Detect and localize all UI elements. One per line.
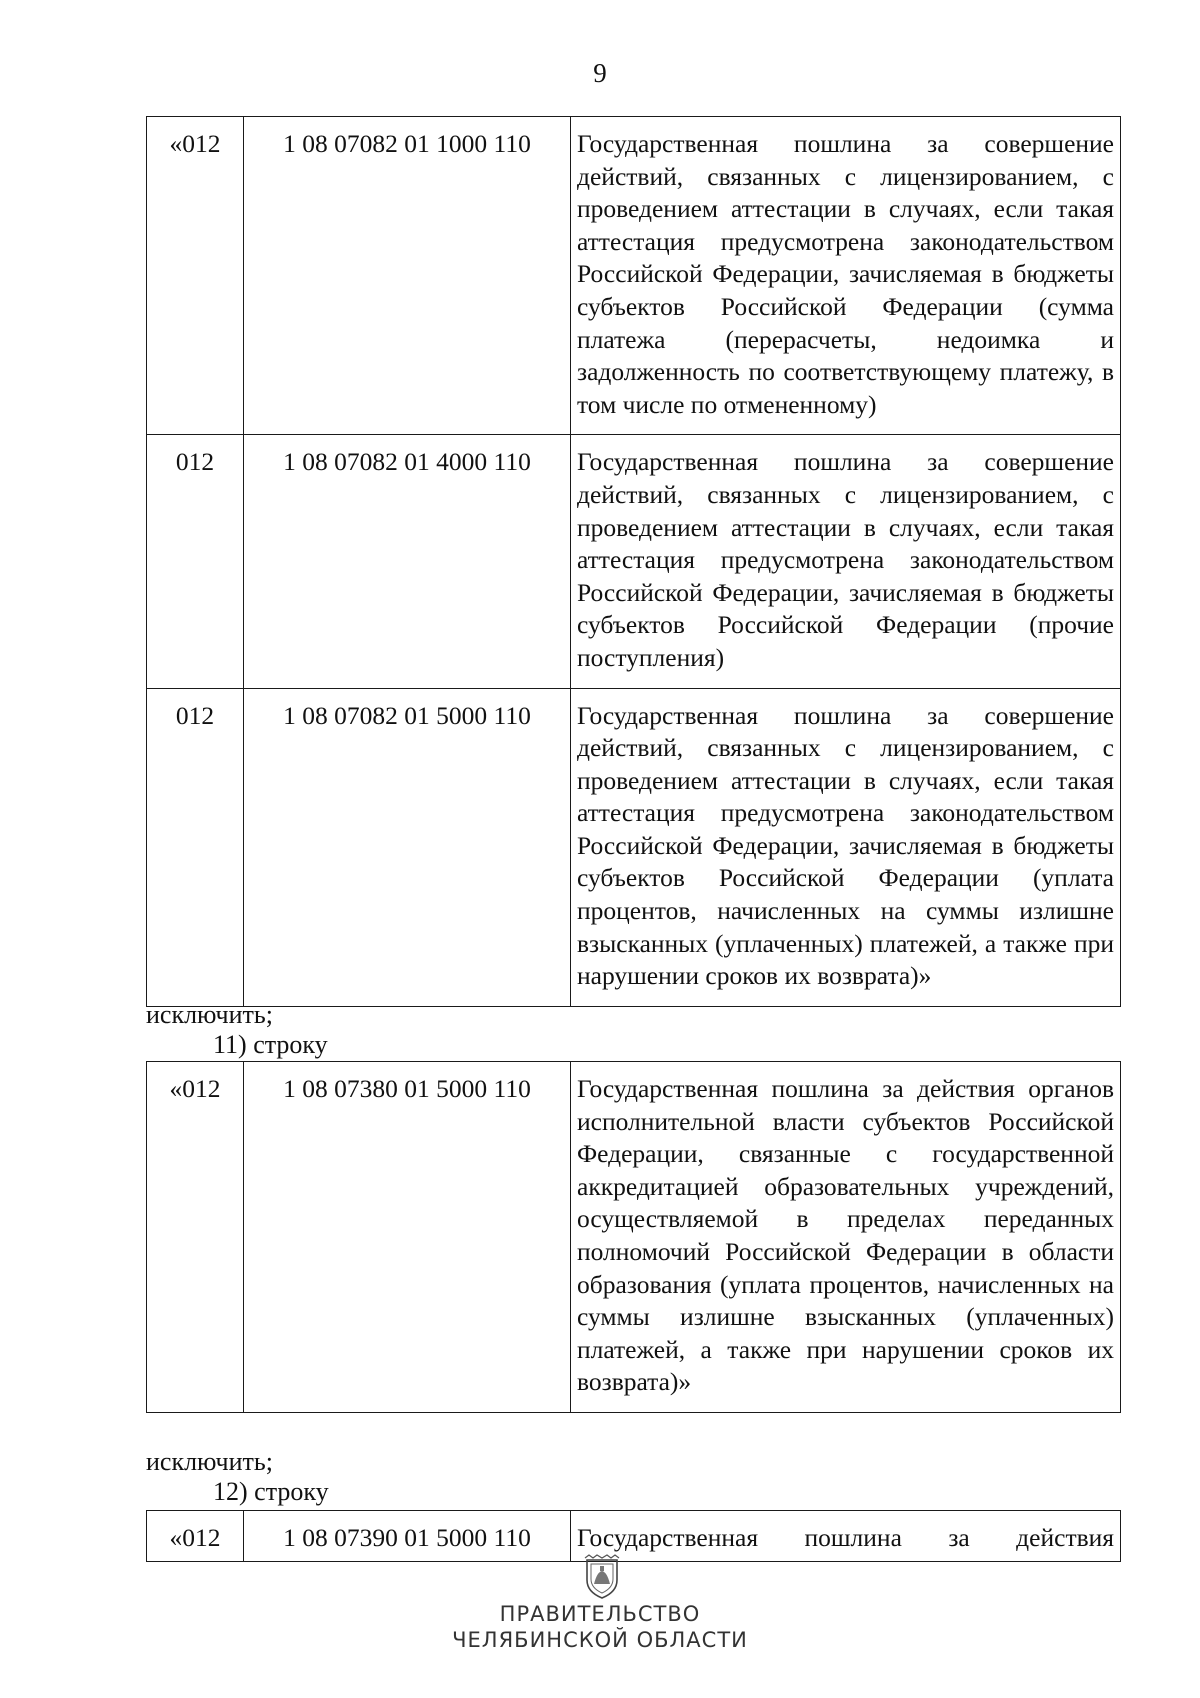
admin-code-cell: 012 (147, 435, 244, 688)
codes-table-1 (146, 116, 1121, 1007)
exclude-instruction: исключить; (146, 1000, 273, 1029)
table-row (147, 435, 1121, 688)
table-row (147, 1062, 1121, 1413)
admin-code-cell: «012 (147, 1511, 244, 1562)
codes-table-3 (146, 1510, 1121, 1562)
admin-code-cell: 012 (147, 688, 244, 1006)
description-cell: Государственная пошлина за действия (571, 1511, 1121, 1562)
table-row (147, 688, 1121, 1006)
description-cell: Государственная пошлина за совершение действий, связанных с лицензированием, с проведением аттестации в случаях, если такая аттестация предусмотрена законодательством Российской Федерации, зачисляемая в бюджеты субъектов Российской Федерации (прочие поступления) (571, 435, 1121, 688)
kbk-code-cell: 1 08 07390 01 5000 110 (244, 1511, 571, 1562)
item-heading-12: 12) строку (213, 1477, 329, 1506)
kbk-code-cell: 1 08 07082 01 4000 110 (244, 435, 571, 688)
kbk-code-cell: 1 08 07082 01 5000 110 (244, 688, 571, 1006)
kbk-code-cell: 1 08 07082 01 1000 110 (244, 117, 571, 435)
description-cell: Государственная пошлина за совершение действий, связанных с лицензированием, с проведением аттестации в случаях, если такая аттестация предусмотрена законодательством Российской Федерации, зачисляемая в бюджеты субъектов Российской Федерации (уплата процентов, начисленных на суммы излишне взысканных (уплаченных) платежей, а также при нарушении сроков их возврата)» (571, 688, 1121, 1006)
item-heading-11: 11) строку (213, 1030, 328, 1059)
codes-table-2 (146, 1061, 1121, 1413)
description-cell: Государственная пошлина за совершение действий, связанных с лицензированием, с проведением аттестации в случаях, если такая аттестация предусмотрена законодательством Российской Федерации, зачисляемая в бюджеты субъектов Российской Федерации (сумма платежа (перерасчеты, недоимка и задолженность по соответствующему платежу, в том числе по отмененному) (571, 117, 1121, 435)
table-row (147, 1511, 1121, 1562)
kbk-code-cell: 1 08 07380 01 5000 110 (244, 1062, 571, 1413)
footer-org-line-1: ПРАВИТЕЛЬСТВО (499, 1602, 701, 1626)
exclude-instruction: исключить; (146, 1447, 273, 1476)
page-number: 9 (593, 58, 607, 88)
admin-code-cell: «012 (147, 117, 244, 435)
admin-code-cell: «012 (147, 1062, 244, 1413)
table-row (147, 117, 1121, 435)
coat-of-arms-icon (583, 1554, 621, 1600)
footer-org-line-2: ЧЕЛЯБИНСКОЙ ОБЛАСТИ (452, 1628, 748, 1652)
description-cell: Государственная пошлина за действия органов исполнительной власти субъектов Российской Федерации, связанные с государственной аккредитацией образовательных учреждений, осуществляемой в пределах переданных полномочий Российской Федерации в области образования (уплата процентов, начисленных на суммы излишне взысканных (уплаченных) платежей, а также при нарушении сроков их возврата)» (571, 1062, 1121, 1413)
